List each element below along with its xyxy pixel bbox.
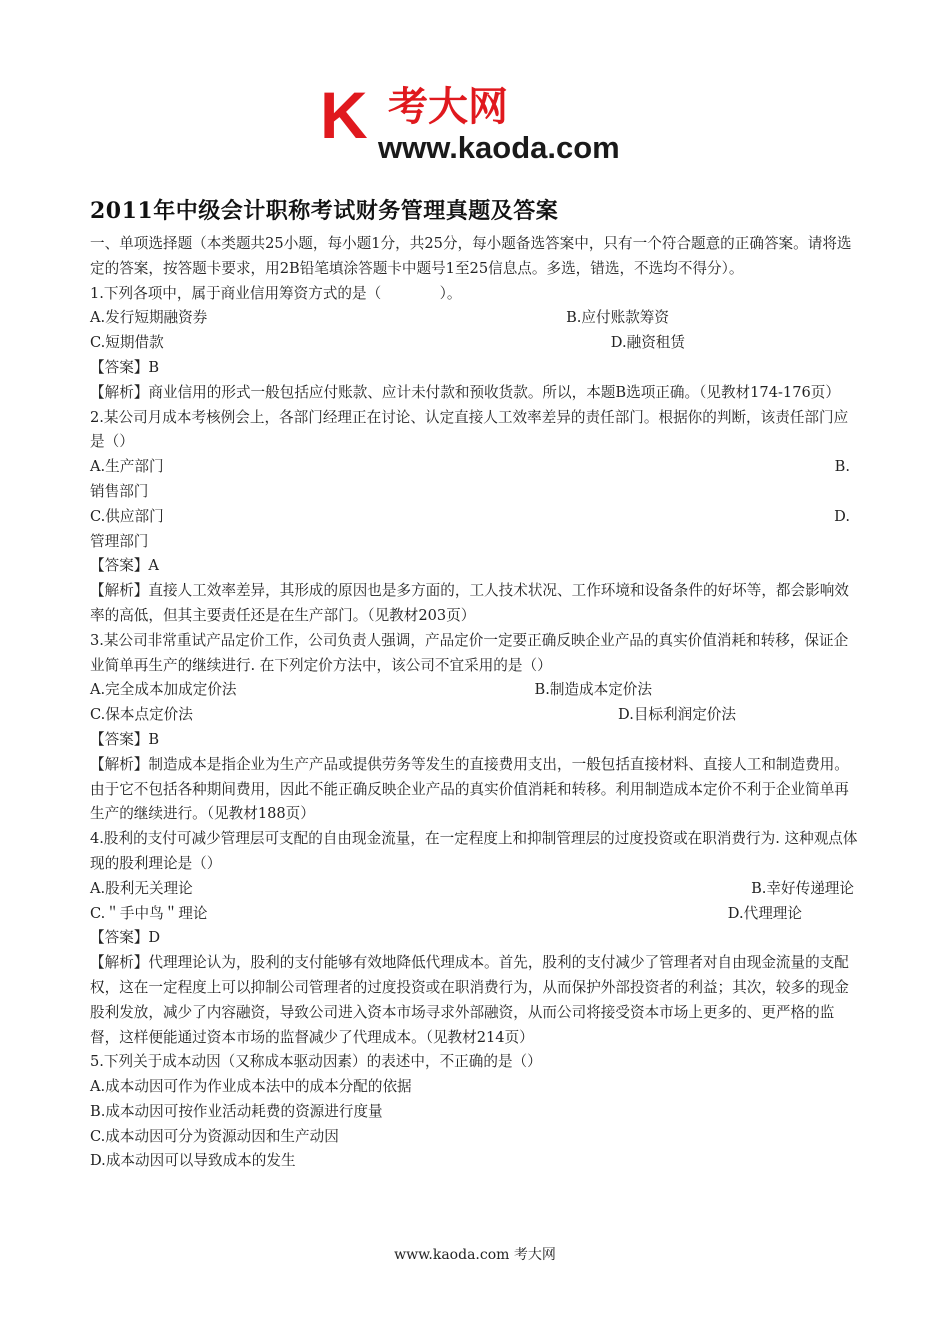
question-1-answer: 【答案】B [90, 358, 160, 376]
option-b: B.幸好传递理论 [751, 879, 854, 897]
option-c: C.保本点定价法 [90, 706, 193, 724]
option-d: D.成本动因可以导致成本的发生 [90, 1152, 296, 1170]
question-4-options-row-2 [90, 902, 862, 927]
option-b: 销售部门 [90, 482, 149, 500]
question-3-analysis: 【解析】制造成本是指企业为生产产品或提供劳务等发生的直接费用支出，一般包括直接材料、直接人工和制造费用。由于它不包括各种期间费用，因此不能正确反映企业产品的真实价值消耗和转移。利用制造成本定价不利于企业简单再生产的继续进行。（见教材188页） [90, 755, 849, 823]
option-b: B.应付账款筹资 [566, 309, 669, 327]
page-title: 2011年中级会计职称考试财务管理真题及答案 [90, 198, 559, 224]
question-3-answer: 【答案】B [90, 730, 160, 748]
logo-url: www.kaoda.com [378, 130, 620, 164]
option-c: C.成本动因可分为资源动因和生产动因 [90, 1127, 339, 1145]
question-1-options-row-2 [90, 331, 862, 356]
question-4-analysis: 【解析】代理理论认为，股利的支付能够有效地降低代理成本。首先，股利的支付减少了管理者对自由现金流量的支配权，这在一定程度上可以抑制公司管理者的过度投资或在职消费行为，从而保护外部投资者的利益；其次，较多的现金股利发放，减少了内容融资，导致公司进入资本市场寻求外部融资，从而公司将接受资本市场上更多的、更严格的监督，这样便能通过资本市场的监督减少了代理成本。（见教材214页） [90, 954, 849, 1046]
question-2-options-row-1 [90, 455, 862, 480]
question-3-options-row-2 [90, 703, 862, 728]
option-d: 管理部门 [90, 532, 149, 550]
option-a: A.生产部门 [90, 458, 164, 476]
logo-letter: K [320, 80, 368, 152]
option-d: D.融资租赁 [610, 334, 685, 352]
option-d: D.代理理论 [727, 904, 802, 922]
question-3-stem: 3.某公司非常重试产品定价工作，公司负责人强调，产品定价一定要正确反映企业产品的真实价值消耗和转移，保证企业简单再生产的继续进行. 在下列定价方法中，该公司不宜采用的是（） [90, 631, 849, 674]
question-1-stem: 1.下列各项中，属于商业信用筹资方式的是（ ）。 [90, 284, 462, 302]
question-4-answer: 【答案】D [90, 929, 161, 947]
option-b: B.成本动因可按作业活动耗费的资源进行度量 [90, 1102, 383, 1120]
page-footer: www.kaoda.com 考大网 [394, 1247, 556, 1263]
option-c: C.＂手中鸟＂理论 [90, 904, 208, 922]
exam-content [90, 232, 862, 1174]
option-d-prefix: D. [834, 507, 850, 525]
option-b-prefix: B. [834, 458, 850, 476]
question-2-stem: 2.某公司月成本考核例会上，各部门经理正在讨论、认定直接人工效率差异的责任部门。根据你的判断，该责任部门应是（） [90, 408, 849, 451]
question-2-analysis: 【解析】直接人工效率差异，其形成的原因也是多方面的，工人技术状况、工作环境和设备条件的好坏等，都会影响效率的高低，但其主要责任还是在生产部门。（见教材203页） [90, 582, 849, 624]
option-a: A.完全成本加成定价法 [90, 681, 237, 699]
question-4-stem: 4.股利的支付可减少管理层可支配的自由现金流量，在一定程度上和抑制管理层的过度投资或在职消费行为. 这种观点体现的股利理论是（） [90, 830, 858, 872]
option-b: B.制造成本定价法 [534, 681, 652, 699]
option-a: A.成本动因可作为作业成本法中的成本分配的依据 [90, 1078, 412, 1096]
option-c: C.短期借款 [90, 334, 164, 352]
question-1-options-row-1 [90, 306, 862, 331]
logo-brand: 考大网 [388, 84, 508, 130]
option-c: C.供应部门 [90, 507, 164, 525]
kaoda-logo [318, 80, 638, 164]
question-1-analysis: 【解析】商业信用的形式一般包括应付账款、应计未付款和预收货款。所以，本题B选项正确。（见教材174-176页） [90, 383, 840, 401]
question-2-options-row-2 [90, 505, 862, 530]
option-a: A.发行短期融资券 [90, 309, 208, 327]
question-2-answer: 【答案】A [90, 557, 159, 575]
question-4-options-row-1 [90, 877, 862, 902]
question-5-stem: 5.下列关于成本动因（又称成本驱动因素）的表述中，不正确的是（） [90, 1053, 542, 1071]
section-intro: 一、单项选择题（本类题共25小题，每小题1分，共25分，每小题备选答案中，只有一个符合题意的正确答案。请将选定的答案，按答题卡要求，用2B铅笔填涂答题卡中题号1至25信息点。多选，错选，不选均不得分）。 [90, 235, 852, 277]
option-a: A.股利无关理论 [90, 879, 193, 897]
option-d: D.目标利润定价法 [618, 706, 736, 724]
question-3-options-row-1 [90, 678, 862, 703]
